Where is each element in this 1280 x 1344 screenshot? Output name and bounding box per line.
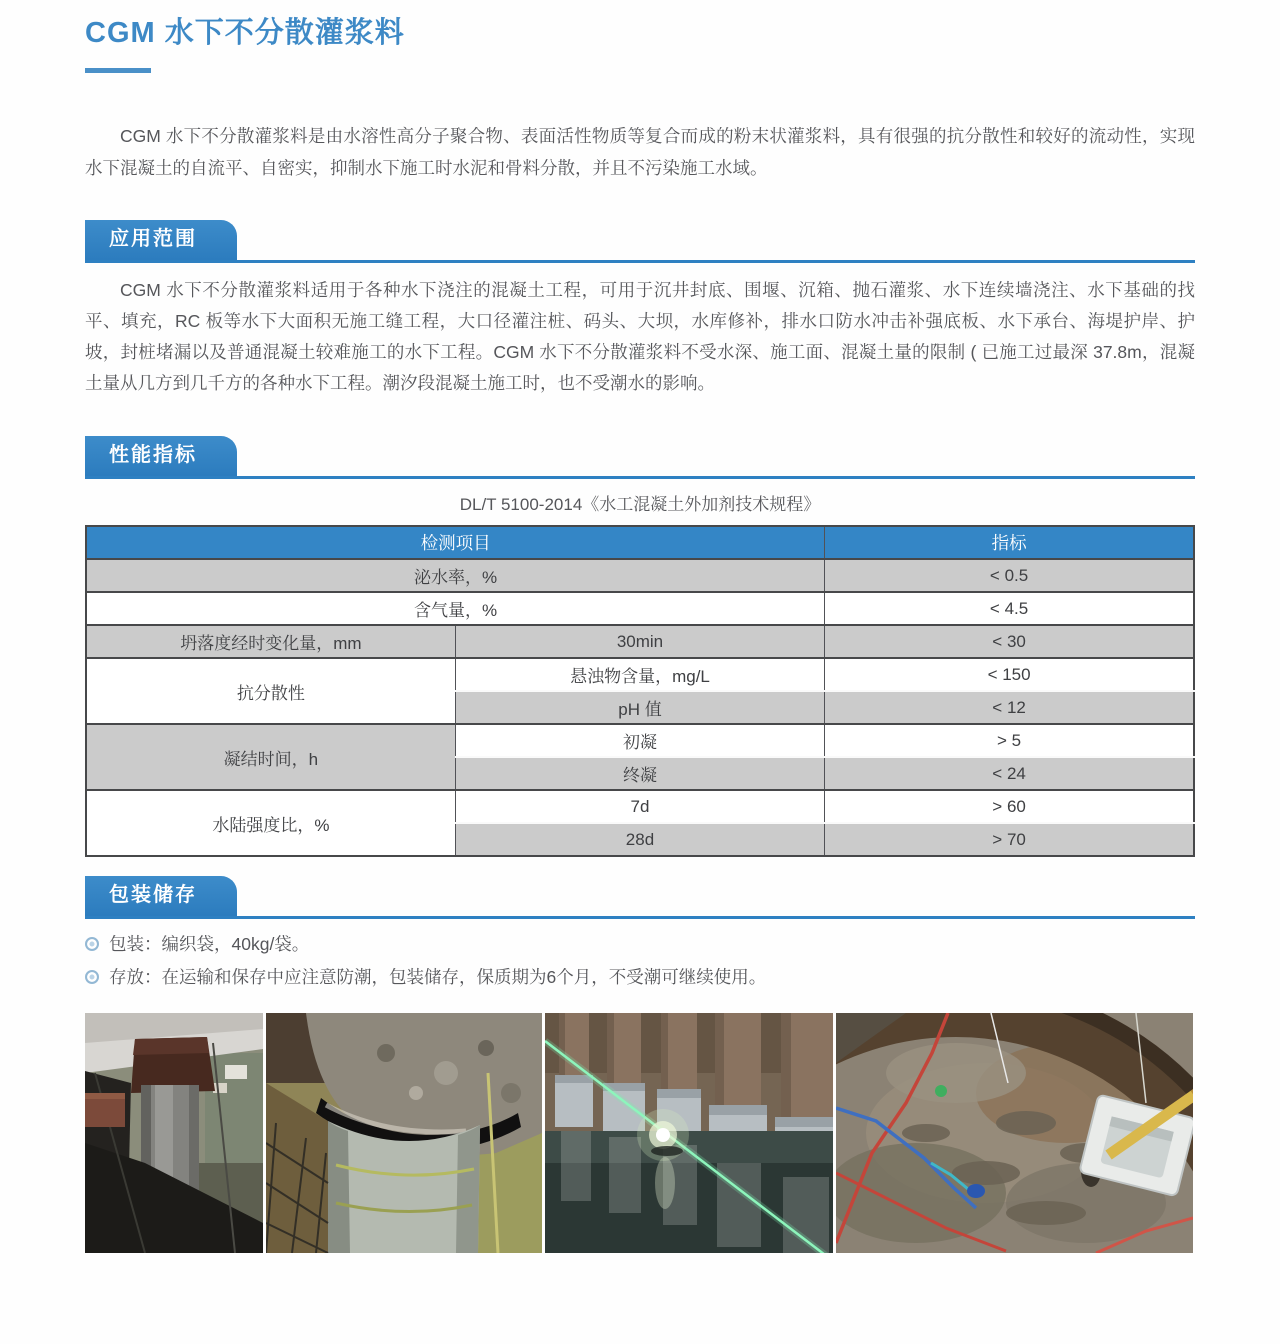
standard-reference: DL/T 5100-2014《水工混凝土外加剂技术规程》: [459, 495, 821, 514]
packaging-item-label: 包装：编织袋，40kg/袋。: [109, 934, 310, 954]
row-item: 抗分散性: [86, 658, 455, 724]
title-underline-dash: [85, 68, 151, 73]
section-header-packaging: [85, 876, 1195, 919]
table-header-row: [86, 526, 1194, 559]
row-value: < 150: [825, 658, 1194, 691]
column-header-item: 检测项目: [86, 526, 825, 559]
table-row: [86, 724, 1194, 757]
pile-collar-closeup-photo: [266, 1013, 542, 1253]
application-paragraph: CGM 水下不分散灌浆料适用于各种水下浇注的混凝土工程，可用于沉井封底、围堰、沉箱、抛石灌浆、水下连续墙浇注、水下基础的找平、填充，RC 板等水下大面积无施工缝工程，大口径灌注桩、码头、大坝，水库修补，排水口防水冲击补强底板、水下承台、海堤护岸、护坡，封桩堵漏以及普通混凝土较难施工的水下工程。CGM 水下不分散灌浆料不受水深、施工面、混凝土量的限制 ( 已施工过最深 37.8m，混凝土量从几方到几千方的各种水下工程。潮汐段混凝土施工时，也不受潮水的影响。: [85, 280, 1195, 393]
section-header-performance: [85, 436, 1195, 479]
application-tab: [85, 220, 237, 260]
row-value: > 5: [825, 724, 1194, 757]
ring-bullet-icon: [85, 937, 99, 951]
page-content: [85, 0, 1195, 1253]
bridge-piers-laser-photo: [545, 1013, 833, 1253]
list-item: [85, 932, 1195, 956]
row-value: < 30: [825, 625, 1194, 658]
photo-strip: [85, 1013, 1195, 1253]
ring-bullet-icon: [85, 970, 99, 984]
row-subitem: 悬浊物含量，mg/L: [455, 658, 824, 691]
row-value: > 60: [825, 790, 1194, 823]
application-tab-label: 应用范围: [109, 228, 197, 250]
row-value: < 24: [825, 757, 1194, 790]
row-subitem: pH 值: [455, 691, 824, 724]
column-header-indicator: 指标: [825, 526, 1194, 559]
row-item: 坍落度经时变化量，mm: [86, 625, 455, 658]
row-value: < 12: [825, 691, 1194, 724]
performance-table: [85, 525, 1195, 857]
list-item: [85, 965, 1195, 989]
row-item: 水陆强度比，%: [86, 790, 455, 856]
caisson-mud-pit-photo: [836, 1013, 1193, 1253]
section-header-application: [85, 220, 1195, 263]
row-value: > 70: [825, 823, 1194, 856]
table-row: [86, 559, 1194, 592]
packaging-list: [85, 932, 1195, 989]
caisson-pit-image: [836, 1013, 1193, 1253]
row-value: < 4.5: [825, 592, 1194, 625]
row-item: 泌水率，%: [86, 559, 825, 592]
table-row: [86, 592, 1194, 625]
table-row: [86, 625, 1194, 658]
table-row: [86, 790, 1194, 823]
table-row: [86, 658, 1194, 691]
performance-tab-label: 性能指标: [109, 444, 197, 466]
storage-item-label: 存放：在运输和保存中应注意防潮，包装储存，保质期为6个月，不受潮可继续使用。: [109, 967, 767, 987]
row-subitem: 初凝: [455, 724, 824, 757]
row-item: 含气量，%: [86, 592, 825, 625]
row-subitem: 7d: [455, 790, 824, 823]
packaging-tab: [85, 876, 237, 916]
intro-paragraph: CGM 水下不分散灌浆料是由水溶性高分子聚合物、表面活性物质等复合而成的粉末状灌浆料，具有很强的抗分散性和较好的流动性，实现水下混凝土的自流平、自密实，抑制水下施工时水泥和骨料分散，并且不污染施工水域。: [85, 126, 1195, 178]
pile-collar-image: [266, 1013, 542, 1253]
performance-tab: [85, 436, 237, 476]
row-subitem: 终凝: [455, 757, 824, 790]
row-value: < 0.5: [825, 559, 1194, 592]
bridge-piers-image: [545, 1013, 833, 1253]
row-subitem: 30min: [455, 625, 824, 658]
row-subitem: 28d: [455, 823, 824, 856]
packaging-tab-label: 包装储存: [109, 884, 197, 906]
row-item: 凝结时间，h: [86, 724, 455, 790]
underwater-pile-image: [85, 1013, 263, 1253]
page-title: CGM 水下不分散灌浆料: [85, 17, 405, 49]
underwater-pile-photo: [85, 1013, 263, 1253]
